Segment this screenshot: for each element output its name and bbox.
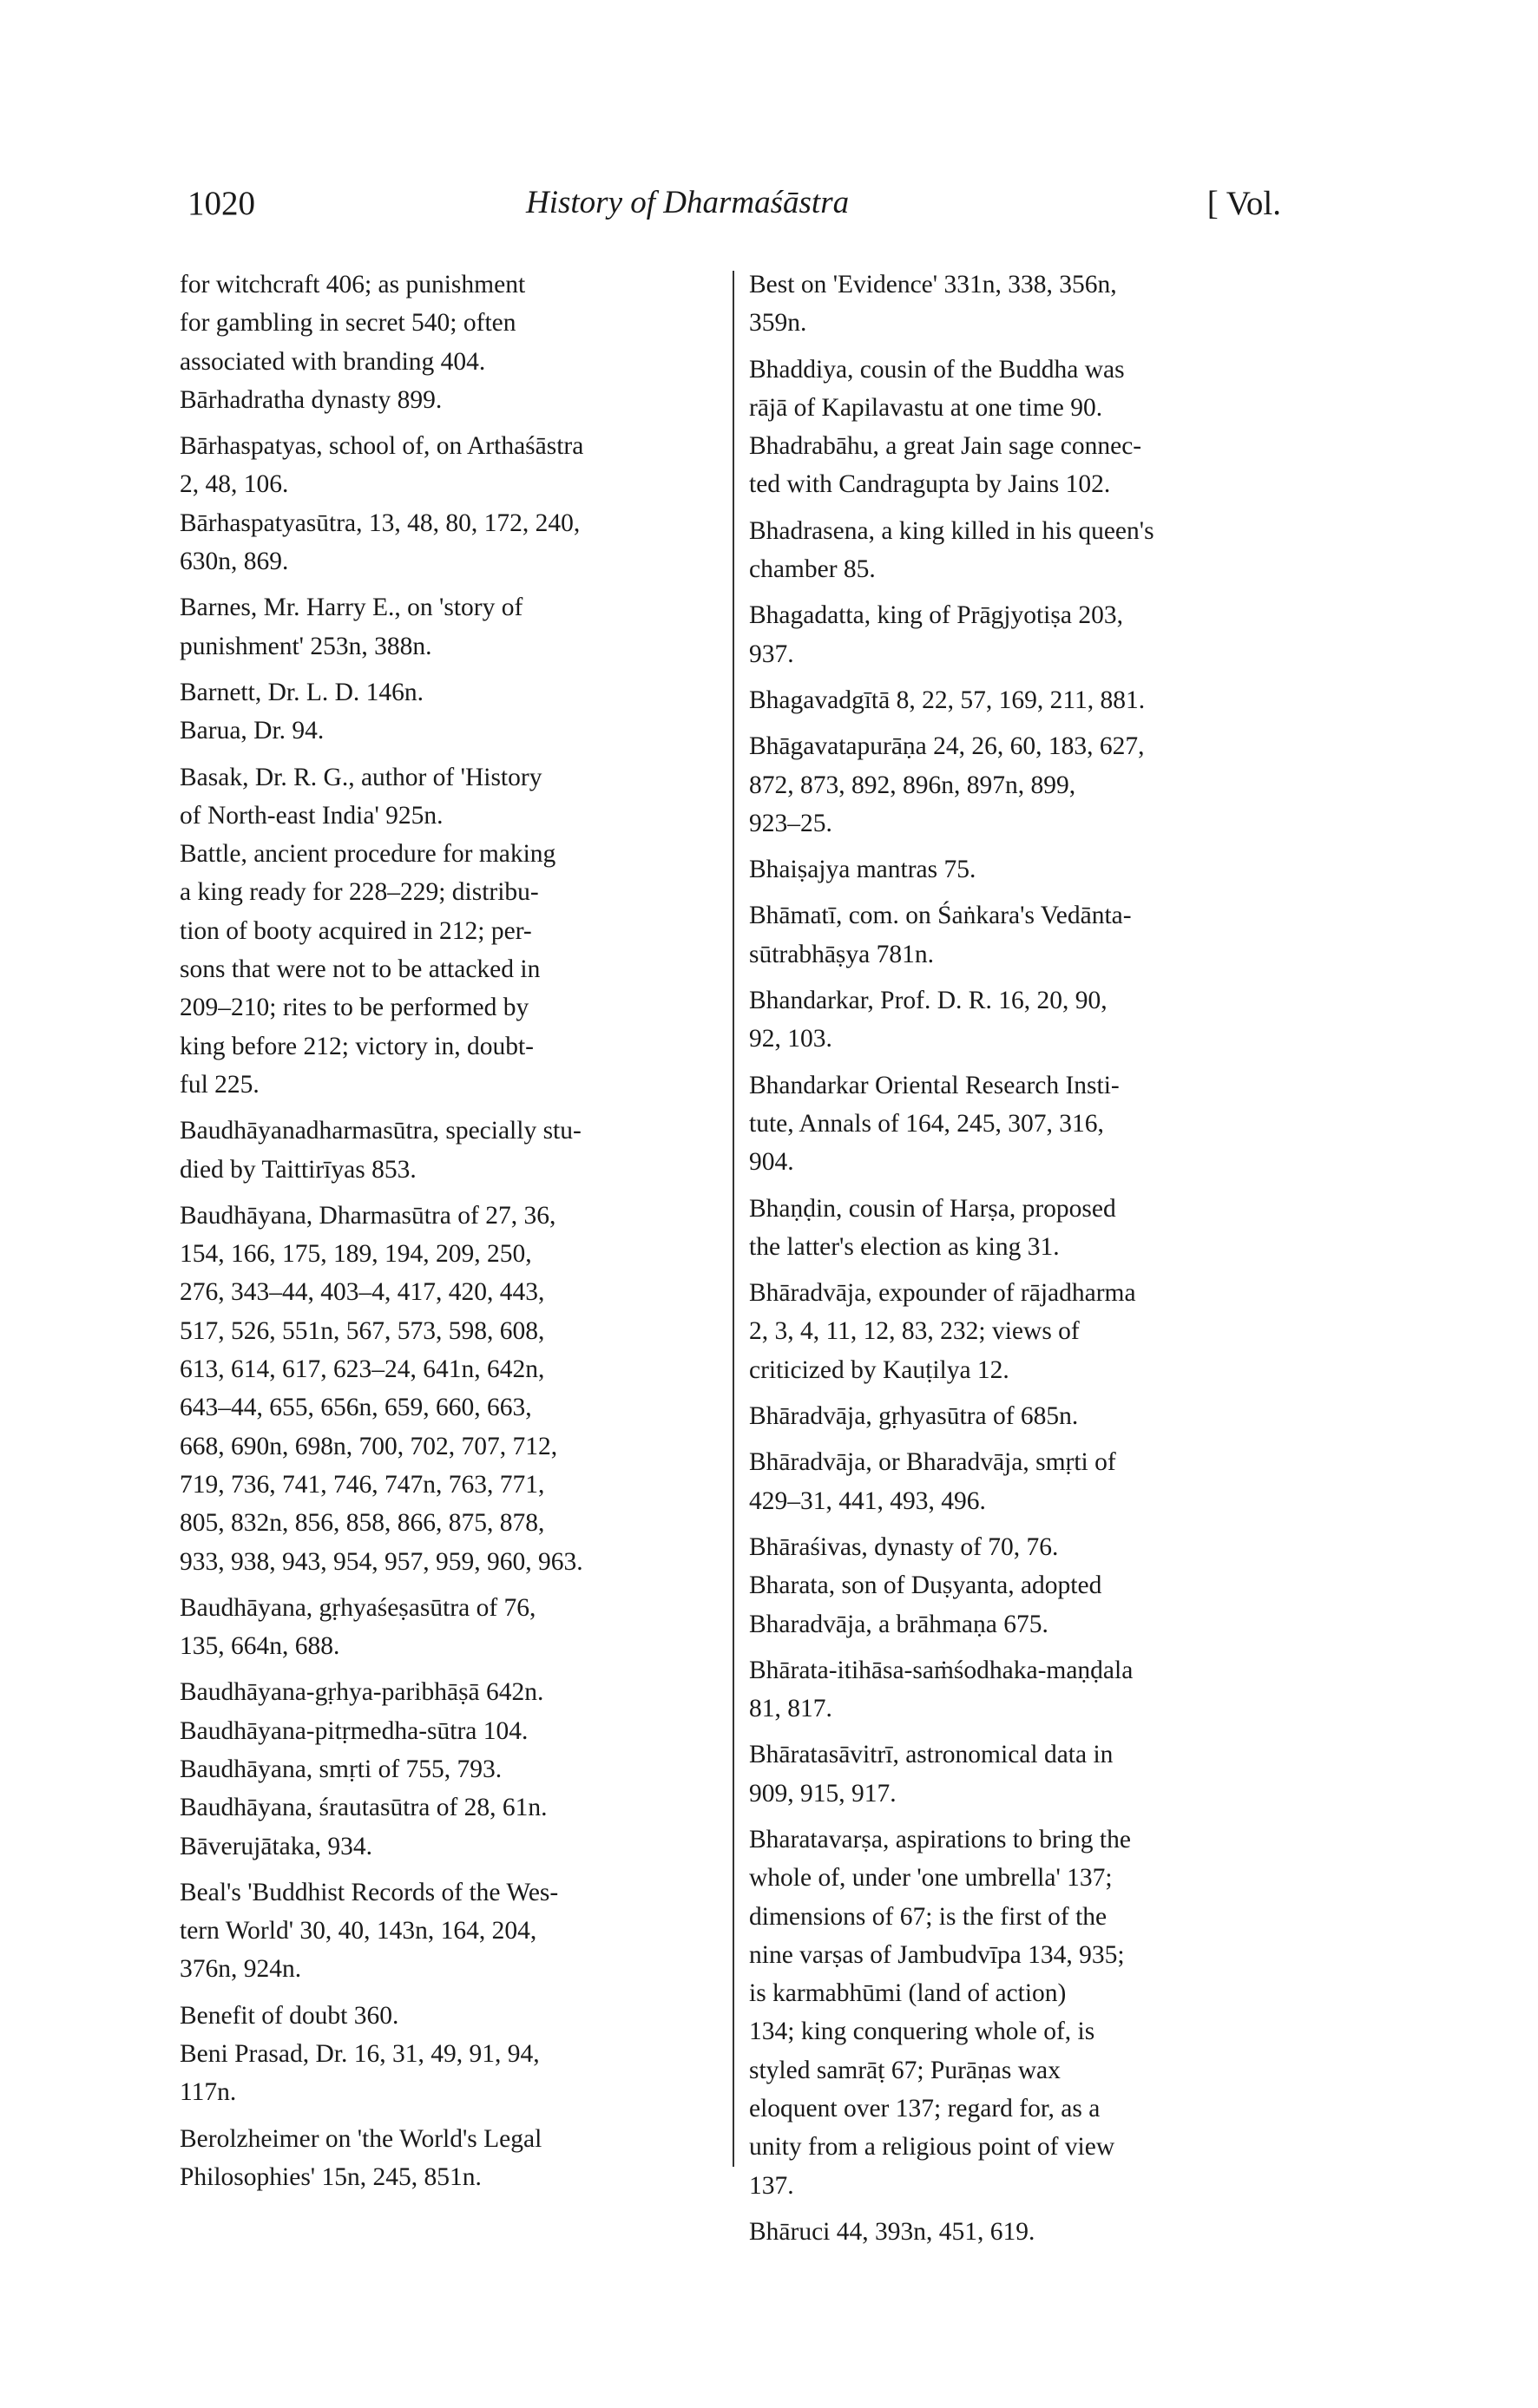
index-entry-line: Bhāruci 44, 393n, 451, 619. (749, 2217, 1035, 2246)
index-entry-line: a king ready for 228–229; distribu- (180, 878, 539, 907)
index-entry-line: dimensions of 67; is the first of the (749, 1902, 1107, 1931)
index-entry (180, 2120, 723, 2197)
index-entry-line: 643–44, 655, 656n, 659, 660, 663, (180, 1394, 532, 1422)
index-entry-line: 137. (749, 2171, 794, 2200)
index-entry (180, 1712, 723, 1750)
index-entry-line: chamber 85. (749, 555, 876, 584)
index-entry-line: Bhāraśivas, dynasty of 70, 76. (749, 1532, 1059, 1561)
index-entry (180, 835, 723, 1104)
index-entry-line: Bhaddiya, cousin of the Buddha was (749, 355, 1125, 384)
index-entry-line: Bhāratasāvitrī, astronomical data in (749, 1741, 1114, 1769)
index-entry (749, 1274, 1280, 1389)
index-entry (180, 1750, 723, 1788)
index-entry-line: ful 225. (180, 1070, 260, 1099)
index-entry-line: Barnes, Mr. Harry E., on 'story of (180, 594, 523, 622)
index-entry-line: Bhandarkar, Prof. D. R. 16, 20, 90, (749, 987, 1107, 1015)
index-entry (180, 1873, 723, 1989)
index-entry-line: 81, 817. (749, 1695, 832, 1723)
index-entry-line: Baudhāyana, śrautasūtra of 28, 61n. (180, 1794, 548, 1822)
index-entry (180, 712, 723, 750)
index-entry-line: 429–31, 441, 493, 496. (749, 1486, 986, 1515)
index-entry-line: Baudhāyana, smṛti of 755, 793. (180, 1755, 503, 1783)
index-entry-line: 668, 690n, 698n, 700, 702, 707, 712, (180, 1432, 558, 1460)
index-entry-line: Barnett, Dr. L. D. 146n. (180, 678, 424, 706)
column-divider (733, 271, 734, 2167)
index-entry (180, 266, 723, 381)
index-entry-line: rājā of Kapilavastu at one time 90. (749, 393, 1103, 422)
index-entry (749, 681, 1280, 719)
index-entry-line: Bhāradvāja, or Bharadvāja, smṛti of (749, 1448, 1116, 1477)
index-entry-line: 517, 526, 551n, 567, 573, 598, 608, (180, 1316, 545, 1345)
index-entry-line: the latter's election as king 31. (749, 1232, 1060, 1261)
index-entry (180, 381, 723, 419)
index-entry-line: Baudhāyana-pitṛmedha-sūtra 104. (180, 1716, 529, 1745)
index-entry-line: tern World' 30, 40, 143n, 164, 204, (180, 1917, 537, 1945)
index-entry-line: 933, 938, 943, 954, 957, 959, 960, 963. (180, 1547, 583, 1576)
index-entry-line: styled samrāṭ 67; Purāṇas wax (749, 2056, 1061, 2084)
index-entry-line: Philosophies' 15n, 245, 851n. (180, 2162, 482, 2191)
index-entry (749, 727, 1280, 843)
index-entry-line: 134; king conquering whole of, is (749, 2018, 1095, 2046)
index-entry-line: Bāverujātaka, 934. (180, 1832, 372, 1860)
index-entry-line: Bhārata-itihāsa-saṁśodhaka-maṇḍala (749, 1656, 1134, 1684)
index-entry-line: Bhagavadgītā 8, 22, 57, 169, 211, 881. (749, 686, 1146, 714)
index-entry-line: for witchcraft 406; as punishment (180, 271, 526, 299)
index-entry-line: 376n, 924n. (180, 1955, 302, 1984)
index-entry (749, 2213, 1280, 2251)
index-entry (749, 1443, 1280, 1520)
index-entry-line: whole of, under 'one umbrella' 137; (749, 1864, 1113, 1893)
index-entry-line: Barua, Dr. 94. (180, 717, 325, 745)
index-entry-line: Berolzheimer on 'the World's Legal (180, 2124, 542, 2153)
index-entry-line: Bhadrabāhu, a great Jain sage connec- (749, 432, 1142, 461)
index-entry-line: king before 212; victory in, doubt- (180, 1032, 535, 1060)
index-entry (749, 896, 1280, 974)
index-entry-line: tion of booty acquired in 212; per- (180, 916, 532, 945)
index-entry-line: 92, 103. (749, 1025, 832, 1053)
index-entry (180, 1112, 723, 1189)
index-entry-line: Beal's 'Buddhist Records of the Wes- (180, 1878, 559, 1906)
index-entry (180, 1197, 723, 1581)
index-entry-line: tute, Annals of 164, 245, 307, 316, (749, 1109, 1104, 1138)
index-entry-line: Bhāgavatapurāṇa 24, 26, 60, 183, 627, (749, 732, 1145, 761)
index-entry-line: ted with Candragupta by Jains 102. (749, 470, 1111, 499)
index-entry-line: nine varṣas of Jambudvīpa 134, 935; (749, 1940, 1125, 1969)
index-entry-line: 2, 3, 4, 11, 12, 83, 232; views of (749, 1317, 1080, 1346)
index-entry-line: 872, 873, 892, 896n, 897n, 899, (749, 771, 1076, 799)
index-entry (749, 351, 1280, 428)
index-entry (749, 1528, 1280, 1566)
index-column-right (749, 266, 1280, 2251)
index-entry (749, 1735, 1280, 1813)
index-entry-line: 923–25. (749, 809, 832, 837)
volume-label: [ Vol. (1206, 185, 1281, 222)
index-entry-line: sūtrabhāṣya 781n. (749, 940, 935, 968)
index-entry-line: Bhagadatta, king of Prāgjyotiṣa 203, (749, 601, 1123, 630)
index-entry-line: eloquent over 137; regard for, as a (749, 2095, 1101, 2123)
index-entry (749, 1651, 1280, 1729)
index-entry-line: 117n. (180, 2078, 237, 2107)
index-entry-line: Beni Prasad, Dr. 16, 31, 49, 91, 94, (180, 2040, 540, 2069)
index-entry-line: 805, 832n, 856, 858, 866, 875, 878, (180, 1509, 545, 1538)
index-entry-line: Bhāmatī, com. on Śaṅkara's Vedānta- (749, 902, 1132, 930)
index-entry-line: Bharadvāja, a brāhmaṇa 675. (749, 1610, 1048, 1638)
index-entry-line: is karmabhūmi (land of action) (749, 1979, 1067, 2008)
index-entry (180, 427, 723, 504)
index-entry (180, 673, 723, 712)
index-entry-line: punishment' 253n, 388n. (180, 632, 432, 660)
index-entry (749, 1397, 1280, 1435)
index-entry-line: Bhaiṣajya mantras 75. (749, 856, 976, 884)
index-entry (749, 1821, 1280, 2205)
index-entry-line: criticized by Kauṭilya 12. (749, 1355, 1009, 1384)
index-entry-line: died by Taittirīyas 853. (180, 1155, 417, 1184)
index-entry (749, 427, 1280, 504)
index-entry (180, 1673, 723, 1711)
index-entry-line: 209–210; rites to be performed by (180, 994, 529, 1022)
index-entry (749, 512, 1280, 589)
index-entry (180, 758, 723, 836)
index-entry-line: 909, 915, 917. (749, 1779, 897, 1808)
index-entry-line: Battle, ancient procedure for making (180, 840, 556, 869)
index-entry-line: associated with branding 404. (180, 347, 486, 376)
index-entry-line: for gambling in secret 540; often (180, 309, 516, 338)
index-entry-line: of North-east India' 925n. (180, 801, 444, 830)
index-entry-line: Basak, Dr. R. G., author of 'History (180, 763, 542, 791)
page-number: 1020 (187, 185, 255, 222)
index-entry (749, 1066, 1280, 1182)
index-entry (180, 588, 723, 666)
index-entry-line: 2, 48, 106. (180, 470, 289, 499)
index-entry-line: Bhāradvāja, expounder of rājadharma (749, 1279, 1136, 1308)
index-entry-line: sons that were not to be attacked in (180, 955, 541, 984)
index-entry-line: 613, 614, 617, 623–24, 641n, 642n, (180, 1355, 545, 1384)
index-entry (749, 1566, 1280, 1644)
index-entry-line: 630n, 869. (180, 548, 289, 576)
index-entry-line: unity from a religious point of view (749, 2133, 1115, 2162)
index-entry-line: Baudhāyana, Dharmasūtra of 27, 36, (180, 1201, 556, 1230)
running-header (187, 184, 1281, 227)
index-entry-line: Bhandarkar Oriental Research Insti- (749, 1071, 1120, 1099)
index-entry-line: 276, 343–44, 403–4, 417, 420, 443, (180, 1278, 545, 1307)
index-entry (180, 1827, 723, 1866)
index-column-left (180, 266, 723, 2196)
index-entry-line: Bharata, son of Duṣyanta, adopted (749, 1571, 1102, 1600)
index-entry-line: 937. (749, 640, 794, 668)
index-entry (749, 850, 1280, 889)
index-entry (180, 504, 723, 581)
index-entry-line: 719, 736, 741, 746, 747n, 763, 771, (180, 1470, 545, 1499)
index-entry (749, 1190, 1280, 1267)
index-entry (749, 266, 1280, 343)
index-entry-line: Bhaṇḍin, cousin of Harṣa, proposed (749, 1194, 1116, 1223)
index-entry-line: 904. (749, 1148, 794, 1177)
index-entry (180, 2035, 723, 2112)
index-entry-line: Bārhadratha dynasty 899. (180, 385, 443, 414)
index-entry-line: Bharatavarṣa, aspirations to bring the (749, 1825, 1131, 1854)
index-entry-line: Bārhaspatyas, school of, on Arthaśāstra (180, 432, 584, 461)
index-entry (180, 1997, 723, 2035)
index-entry (180, 1788, 723, 1827)
index-entry-line: 135, 664n, 688. (180, 1632, 340, 1661)
index-entry-line: Bhadrasena, a king killed in his queen's (749, 516, 1154, 545)
index-entry-line: Bhāradvāja, gṛhyasūtra of 685n. (749, 1402, 1079, 1431)
index-entry-line: Best on 'Evidence' 331n, 338, 356n, (749, 271, 1117, 299)
index-entry-line: 359n. (749, 309, 807, 338)
index-entry (749, 596, 1280, 673)
running-title: History of Dharmaśāstra (526, 185, 850, 220)
index-entry-line: 154, 166, 175, 189, 194, 209, 250, (180, 1240, 532, 1269)
index-entry (180, 1589, 723, 1666)
index-entry-line: Bārhaspatyasūtra, 13, 48, 80, 172, 240, (180, 509, 581, 537)
index-entry-line: Benefit of doubt 360. (180, 2001, 399, 2030)
index-entry-line: Baudhāyanadharmasūtra, specially stu- (180, 1117, 582, 1145)
index-entry (749, 981, 1280, 1059)
index-entry-line: Baudhāyana-gṛhya-paribhāṣā 642n. (180, 1678, 544, 1707)
index-entry-line: Baudhāyana, gṛhyaśeṣasūtra of 76, (180, 1593, 536, 1622)
